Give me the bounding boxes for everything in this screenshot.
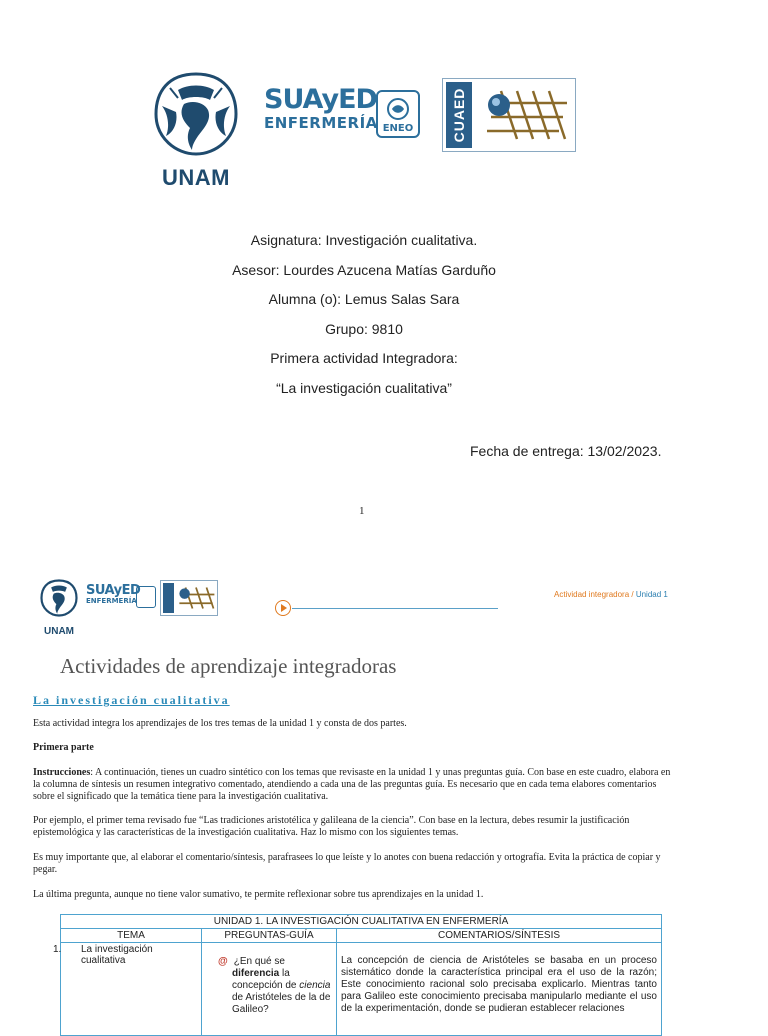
cuaed-band-small <box>163 583 174 613</box>
cover-grupo: Grupo: 9810 <box>325 321 403 337</box>
question-bold: diferencia <box>232 968 280 979</box>
important-paragraph: Es muy importante que, al elaborar el comentario/síntesis, parafrasees lo que leíste y lo anotes con buena redacción y ortografía. Evita la práctica de copiar y pegar. <box>33 852 661 875</box>
question-part: la concepción de <box>232 968 300 991</box>
row-answer: La concepción de ciencia de Aristóteles se basaba en un proceso sistemático donde la característica principal era el uso de la razón; Este conocimiento racional solo precisaba explicarlo. Mientras tanto para Galileo este conocimiento precisaba manipularlo mediante el uso de la experimentación, donde se pudieran establecer relaciones <box>337 943 662 1036</box>
breadcrumb-unit: Unidad 1 <box>635 590 668 599</box>
cuaed-band <box>446 82 472 148</box>
cuaed-logo <box>442 78 576 152</box>
col-preguntas: PREGUNTAS-GUÍA <box>202 929 337 943</box>
suayed-wordmark-small: SUAyED <box>86 583 141 598</box>
table-caption: UNIDAD 1. LA INVESTIGACIÓN CUALITATIVA EN ENFERMERÍA <box>61 915 662 929</box>
unam-crest-icon <box>148 70 244 158</box>
cover-fecha: Fecha de entrega: 13/02/2023. <box>470 443 662 459</box>
row-tema-cell <box>53 943 202 1036</box>
col-tema: TEMA <box>61 929 202 943</box>
activity-title: Actividades de aprendizaje integradoras <box>60 654 397 678</box>
enfermeria-wordmark-small: ENFERMERÍA <box>86 597 137 605</box>
table-header-row <box>61 929 662 943</box>
unam-wordmark-small: UNAM <box>44 626 74 637</box>
suayed-logo <box>264 86 420 142</box>
question-part: de Aristóteles de la de Galileo? <box>232 992 331 1015</box>
suayed-logo-small <box>86 584 156 612</box>
part-label-text: Primera parte <box>33 742 94 753</box>
cover-tema: “La investigación cualitativa” <box>276 380 452 396</box>
row-tema-text: La investigación cualitativa <box>81 944 153 966</box>
eneo-badge <box>376 90 420 138</box>
row-tema <box>53 944 197 966</box>
unam-crest-icon <box>38 576 80 620</box>
cover-asesor: Asesor: Lourdes Azucena Matías Garduño <box>232 262 496 278</box>
intro-paragraph: Esta actividad integra los aprendizajes de los tres temas de la unidad 1 y consta de dos partes. <box>33 718 407 729</box>
cover-actividad: Primera actividad Integradora: <box>270 350 458 366</box>
cuaed-globe-grid-icon <box>477 83 573 147</box>
activity-subtitle: La investigación cualitativa <box>33 693 230 707</box>
breadcrumb <box>554 590 668 599</box>
instructions-label: Instrucciones <box>33 767 91 778</box>
unam-logo-small <box>38 576 80 636</box>
example-paragraph: Por ejemplo, el primer tema revisado fue “Las tradiciones aristotélica y galileana de la ciencia”. Con base en la lectura, debes resumir la justificación epistemológica y las características de la investigación cualitativa. Haz lo mismo con los siguientes temas. <box>33 815 630 838</box>
header-rule <box>292 608 498 609</box>
unit-table <box>53 914 662 1036</box>
bullet-icon: @ <box>218 956 228 967</box>
eneo-emblem-icon <box>378 94 418 124</box>
last-question-paragraph: La última pregunta, aunque no tiene valor sumativo, te permite reflexionar sobre tus aprendizajes en la unidad 1. <box>33 889 484 900</box>
question-italic: ciencia <box>299 980 331 991</box>
instructions-text: : A continuación, tienes un cuadro sintético con los temas que revisaste en la unidad 1 y unas preguntas guía. Con base en este cuadro, elabora en la columna de síntesis un resumen integrativo comentado, atendiendo a cada una de las preguntas guía. Es necesario que en cada tema elabores comentarios sobre el significado que la temática tiene para la investigación cualitativa. <box>33 767 671 802</box>
table-row <box>61 943 662 1036</box>
eneo-badge-small <box>136 586 156 608</box>
cuaed-globe-grid-icon <box>175 583 217 613</box>
eneo-label: ENEO <box>382 123 414 134</box>
part-label <box>33 742 673 754</box>
cuaed-label: CUAED <box>451 87 467 143</box>
page-number: 1 <box>359 505 365 517</box>
suayed-wordmark: SUAyED <box>264 84 377 115</box>
cover-alumna: Alumna (o): Lemus Salas Sara <box>268 291 460 307</box>
cuaed-logo-small <box>160 580 218 616</box>
row-question-cell <box>202 943 337 1036</box>
cover-asignatura: Asignatura: Investigación cualitativa. <box>250 232 478 248</box>
question-part: ¿En qué se <box>233 956 285 967</box>
instructions-paragraph <box>33 767 673 803</box>
row-question <box>206 944 332 1016</box>
col-comentarios: COMENTARIOS/SÍNTESIS <box>337 929 662 943</box>
enfermeria-wordmark: ENFERMERÍA <box>264 114 378 132</box>
row-number: 1. <box>53 944 62 955</box>
unam-logo <box>148 70 244 188</box>
unam-wordmark: UNAM <box>162 165 230 190</box>
table-caption-row <box>61 915 662 929</box>
play-icon[interactable] <box>275 600 291 616</box>
breadcrumb-activity: Actividad integradora / <box>554 590 636 599</box>
